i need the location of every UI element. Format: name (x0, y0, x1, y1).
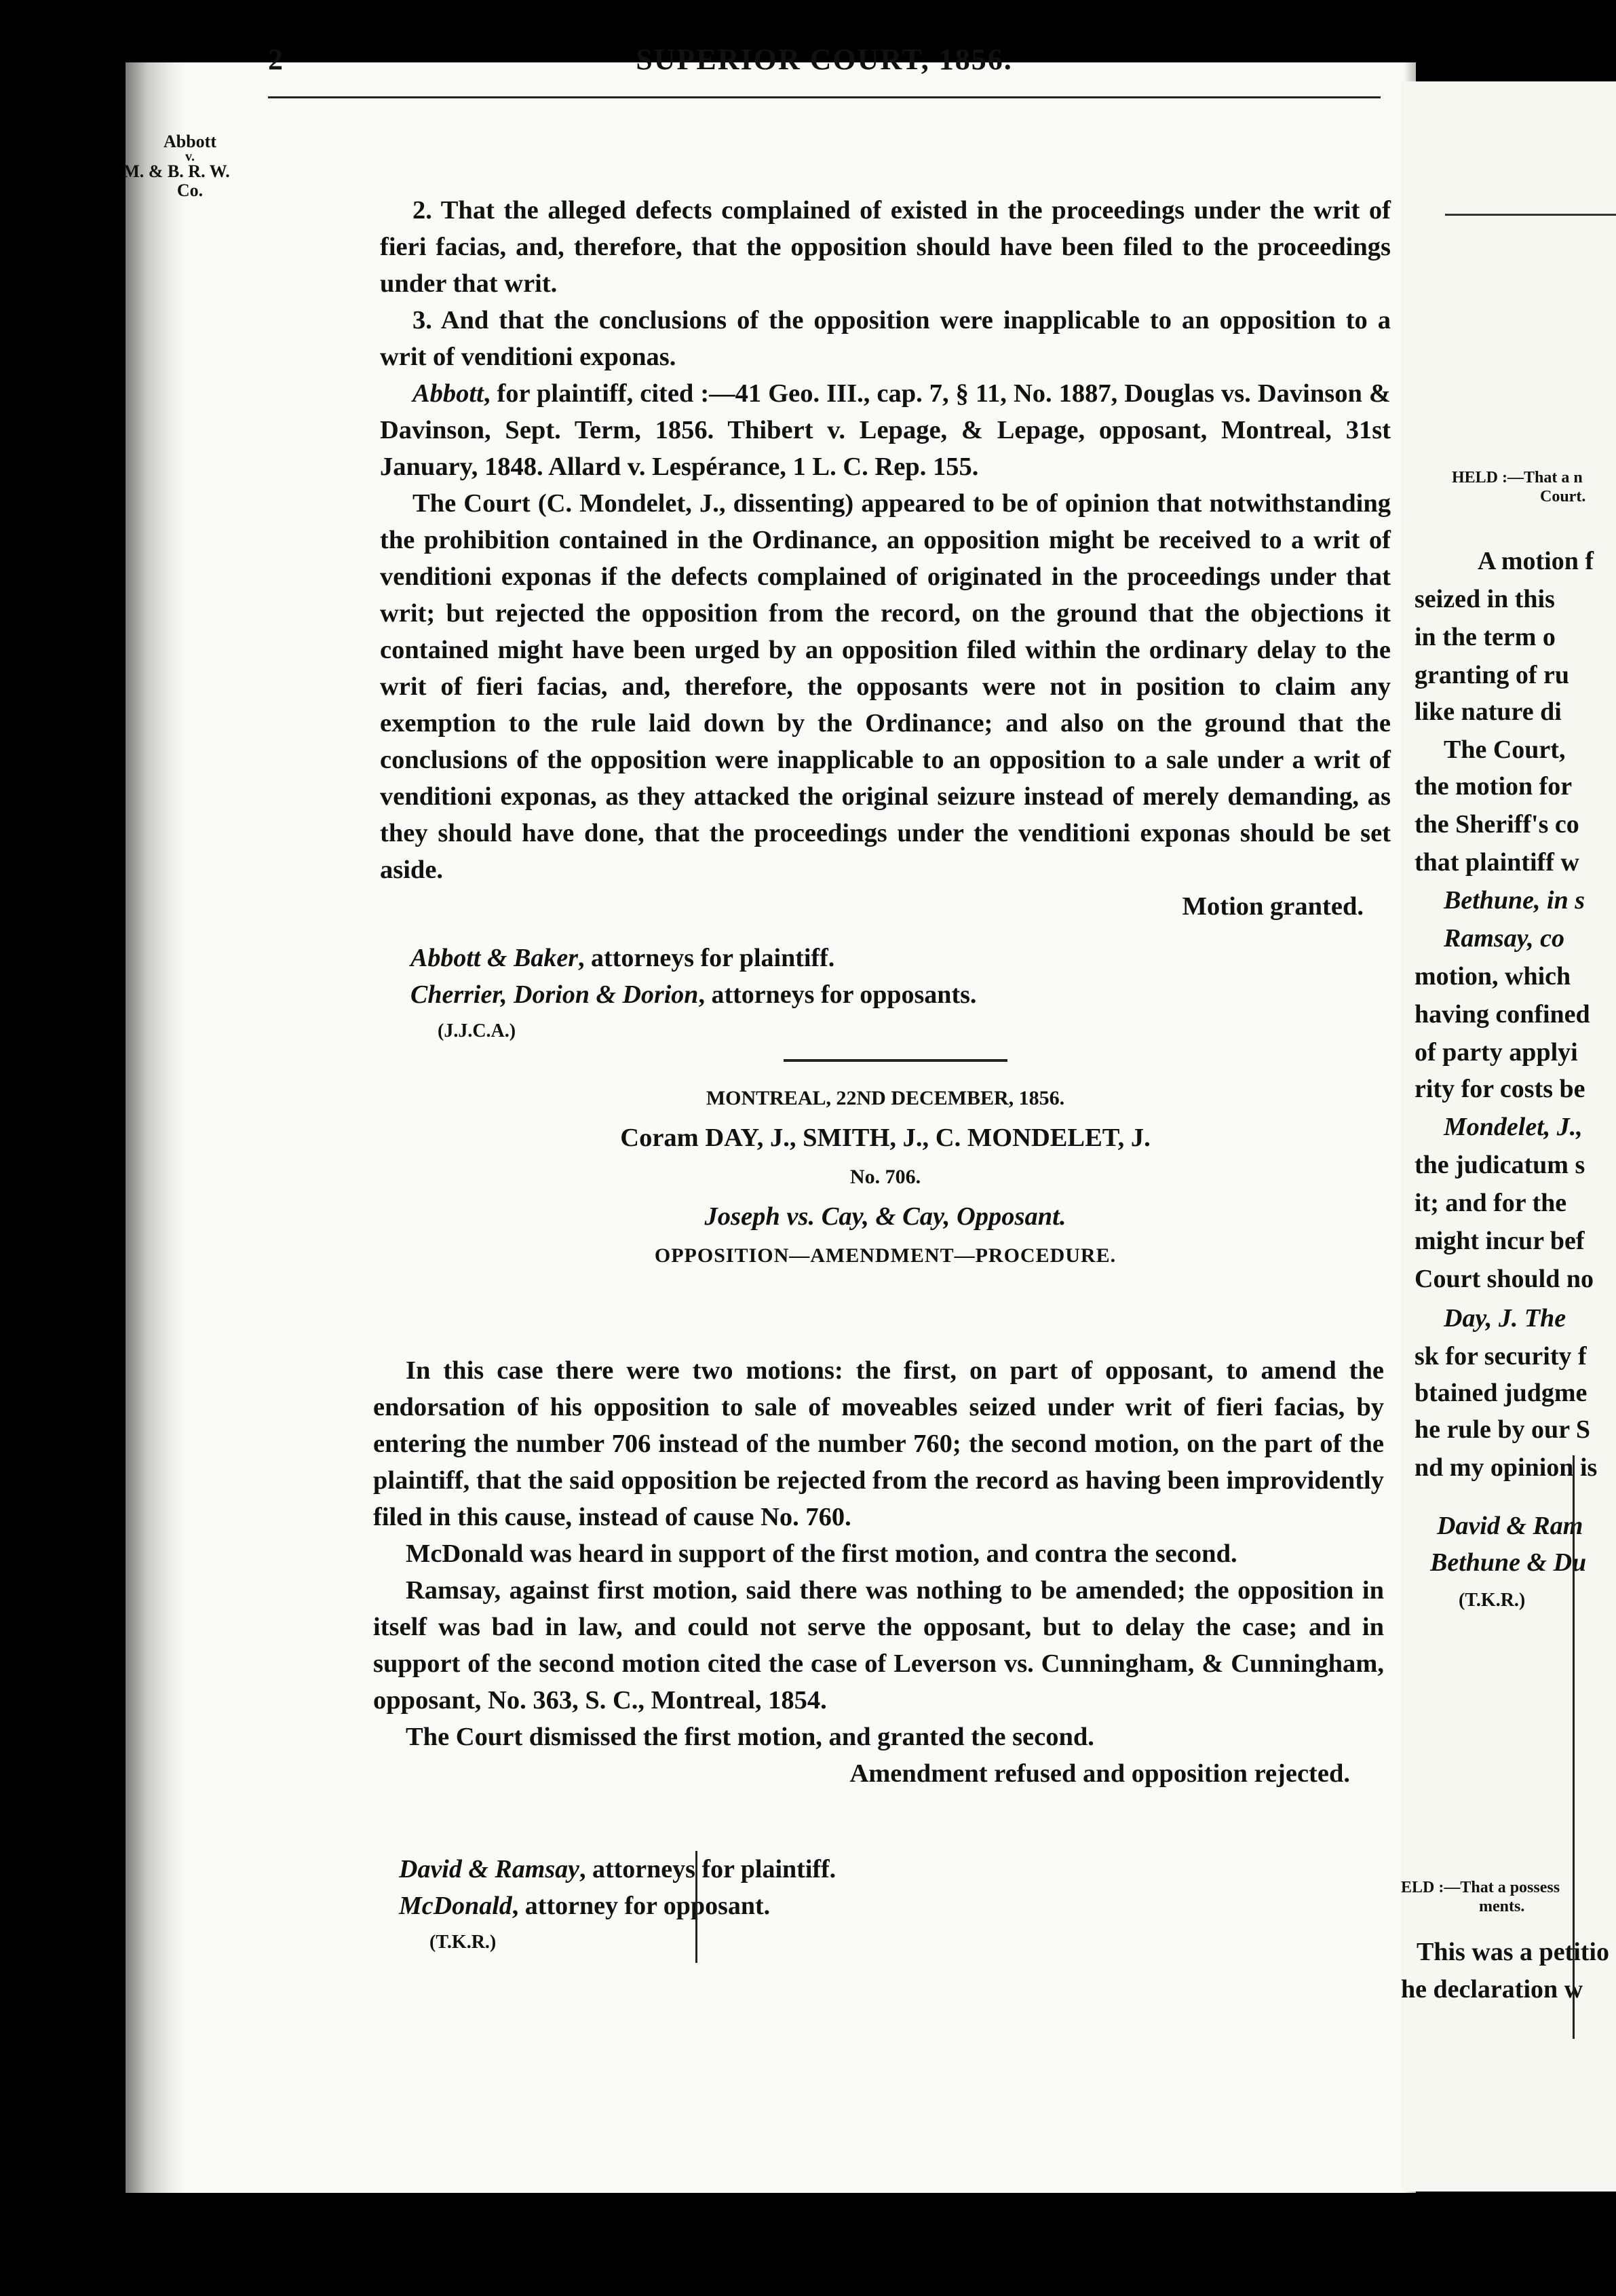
facing-held-note (1452, 468, 1585, 506)
case-margin-note (123, 132, 251, 200)
facing-page-line: like nature di (1415, 697, 1562, 726)
case1-body (380, 192, 1391, 925)
case2-attorney-opposant (399, 1888, 836, 1924)
facing-page-line: sk for security f (1415, 1342, 1587, 1371)
facing-page-line: btained judgme (1415, 1379, 1588, 1407)
facing-page-line: the motion for (1415, 772, 1573, 801)
case2-counsel-opposant: McDonald was heard in support of the first motion, and contra the second. (406, 1539, 1237, 1568)
case-separator-rule (784, 1059, 1007, 1062)
attorney-role: , attorneys for plaintiff. (578, 944, 835, 972)
facing-page-line: motion, which (1415, 962, 1571, 991)
case1-point-2: 2. That the alleged defects complained of existed in the proceedings under the writ of fieri facias, and, therefore, that the opposition should have been filed to the proceedings under that writ. (380, 196, 1391, 298)
facing-page-line: rity for costs be (1415, 1075, 1585, 1103)
scan-artifact-line (695, 1851, 697, 1963)
facing-page-line: Mondelet, J., (1444, 1113, 1583, 1141)
running-head: SUPERIOR COURT, 1856. (636, 43, 1013, 76)
case1-attorneys (410, 940, 976, 1050)
attorney-role: , attorney for opposant. (512, 1892, 771, 1920)
facing-held-line: Court. (1540, 488, 1586, 505)
facing-page-line: that plaintiff w (1415, 848, 1579, 877)
margin-note-line: M. & B. R. W. (123, 161, 230, 181)
margin-note-line: v. (185, 149, 195, 164)
case1-authorities (380, 375, 1391, 485)
attorney-names: Abbott & Baker (410, 944, 579, 972)
case2-court-ruling: The Court dismissed the first motion, and granted the second. (406, 1723, 1094, 1751)
binding-shadow (126, 62, 187, 2193)
facing-page-line: the Sheriff's co (1415, 810, 1579, 839)
facing-page-line: The Court, (1444, 735, 1566, 764)
facing-page-line: Ramsay, co (1444, 924, 1565, 953)
case2-facts: In this case there were two motions: the first, on part of opposant, to amend the endorsation of his opposition to sale of moveables seized under writ of fieri facias, by entering the number 706 instead of the number 760; the second motion, on the part of the plaintiff, that the said opposition be rejected from the record as having been improvidently filed in this cause, instead of cause No. 760. (373, 1356, 1384, 1531)
facing-page-line: might incur bef (1415, 1227, 1585, 1255)
case2-attorneys (399, 1851, 836, 1961)
case2-result: Amendment refused and opposition rejected. (849, 1759, 1350, 1788)
facing-page-line: granting of ru (1415, 661, 1569, 689)
facing-page-line: he rule by our S (1415, 1415, 1591, 1444)
case2-reporter: (T.K.R.) (429, 1932, 497, 1953)
facing-held-line: HELD :—That a n (1452, 469, 1583, 486)
facing-bottom-line: he declaration w (1401, 1975, 1583, 2004)
case1-attorneys-plaintiff (410, 940, 976, 976)
facing-page-line: Bethune, in s (1444, 886, 1585, 915)
scan-border-left (0, 0, 126, 2296)
facing-attorneys-2: Bethune & Du (1430, 1548, 1587, 1577)
case2-subject: OPPOSITION—AMENDMENT—PROCEDURE. (654, 1244, 1117, 1267)
header-rule (268, 96, 1381, 98)
facing-page-line: of party applyi (1415, 1038, 1578, 1067)
facing-page-line: Court should no (1415, 1265, 1594, 1293)
facing-held-line: ments. (1479, 1898, 1525, 1915)
page-header (268, 42, 1381, 83)
case2-coram: Coram DAY, J., SMITH, J., C. MONDELET, J. (620, 1124, 1151, 1152)
facing-page-line: Day, J. The (1444, 1304, 1566, 1333)
facing-reporter: (T.K.R.) (1459, 1590, 1526, 1611)
facing-bottom-line: This was a petitio (1417, 1938, 1609, 1966)
facing-page-line: having confined (1415, 1000, 1590, 1029)
case1-point-3: 3. And that the conclusions of the opposition were inapplicable to an opposition to a writ of venditioni exponas. (380, 306, 1391, 371)
case1-reporter: (J.J.C.A.) (438, 1020, 516, 1041)
attorney-role: , attorneys for plaintiff. (579, 1855, 836, 1883)
case2-attorneys-plaintiff (399, 1851, 836, 1888)
case2-number: No. 706. (849, 1166, 921, 1188)
page-number: 2 (268, 43, 283, 76)
authorities-text: , for plaintiff, cited :—41 Geo. III., cap. 7, § 11, No. 1887, Douglas vs. Davinson & Davinson, Sept. Term, 1856. Thibert v. Lepage, & Lepage, opposant, Montreal, 31st January, 1848. Allard v. Lespérance, 1 L. C. Rep. 155. (380, 379, 1391, 481)
attorney-names: McDonald (399, 1892, 512, 1920)
facing-page-line: nd my opinion is (1415, 1453, 1598, 1482)
case2-counsel-plaintiff: Ramsay, against first motion, said there was nothing to be amended; the opposition in itself was bad in law, and could not serve the opposant, but to delay the case; and in support of the second motion cited the case of Leverson vs. Cunningham, & Cunningham, opposant, No. 363, S. C., Montreal, 1854. (373, 1576, 1384, 1715)
margin-note-line: Abbott (163, 132, 216, 151)
facing-page-rule (1445, 214, 1616, 216)
facing-held-note-bottom (1401, 1878, 1560, 1916)
case2-body (373, 1352, 1384, 1792)
attorney-names: Cherrier, Dorion & Dorion (410, 980, 699, 1009)
facing-held-line: ELD :—That a possess (1401, 1879, 1560, 1896)
margin-note-line: Co. (176, 180, 204, 200)
attorney-role: , attorneys for opposants. (698, 980, 977, 1009)
attorney-names: David & Ramsay (399, 1855, 579, 1883)
facing-attorneys-1: David & Ram (1437, 1512, 1583, 1540)
scan-artifact-line (1573, 1455, 1575, 2039)
facing-page-line: A motion f (1478, 547, 1594, 575)
facing-page-line: seized in this (1415, 585, 1555, 613)
case2-heading (380, 1079, 1391, 1276)
facing-page-line: it; and for the (1415, 1189, 1567, 1217)
facing-page-line: in the term o (1415, 623, 1556, 651)
case1-result: Motion granted. (1182, 892, 1364, 921)
case2-parties: Joseph vs. Cay, & Cay, Opposant. (704, 1202, 1066, 1231)
facing-page-line: the judicatum s (1415, 1151, 1585, 1179)
case1-attorneys-opposant (410, 976, 976, 1013)
counsel-name: Abbott (412, 379, 484, 408)
case2-place-date: MONTREAL, 22ND DECEMBER, 1856. (706, 1087, 1065, 1109)
case1-court-opinion: The Court (C. Mondelet, J., dissenting) appeared to be of opinion that notwithstanding the prohibition contained in the Ordinance, an opposition might be received to a writ of venditioni exponas if the defects complained of originated in the proceedings under that writ; but rejected the opposition from the record, on the ground that the objections it contained might have been urged by an opposition filed within the ordinary delay to the writ of fieri facias, and, therefore, the opposants were not in position to claim any exemption to the rule laid down by the Ordinance; and also on the ground that the conclusions of the opposition were inapplicable to an opposition to a sale under a writ of venditioni exponas, as they attacked the original seizure instead of merely demanding, as they should have done, that the proceedings under the venditioni exponas should be set aside. (380, 489, 1391, 884)
